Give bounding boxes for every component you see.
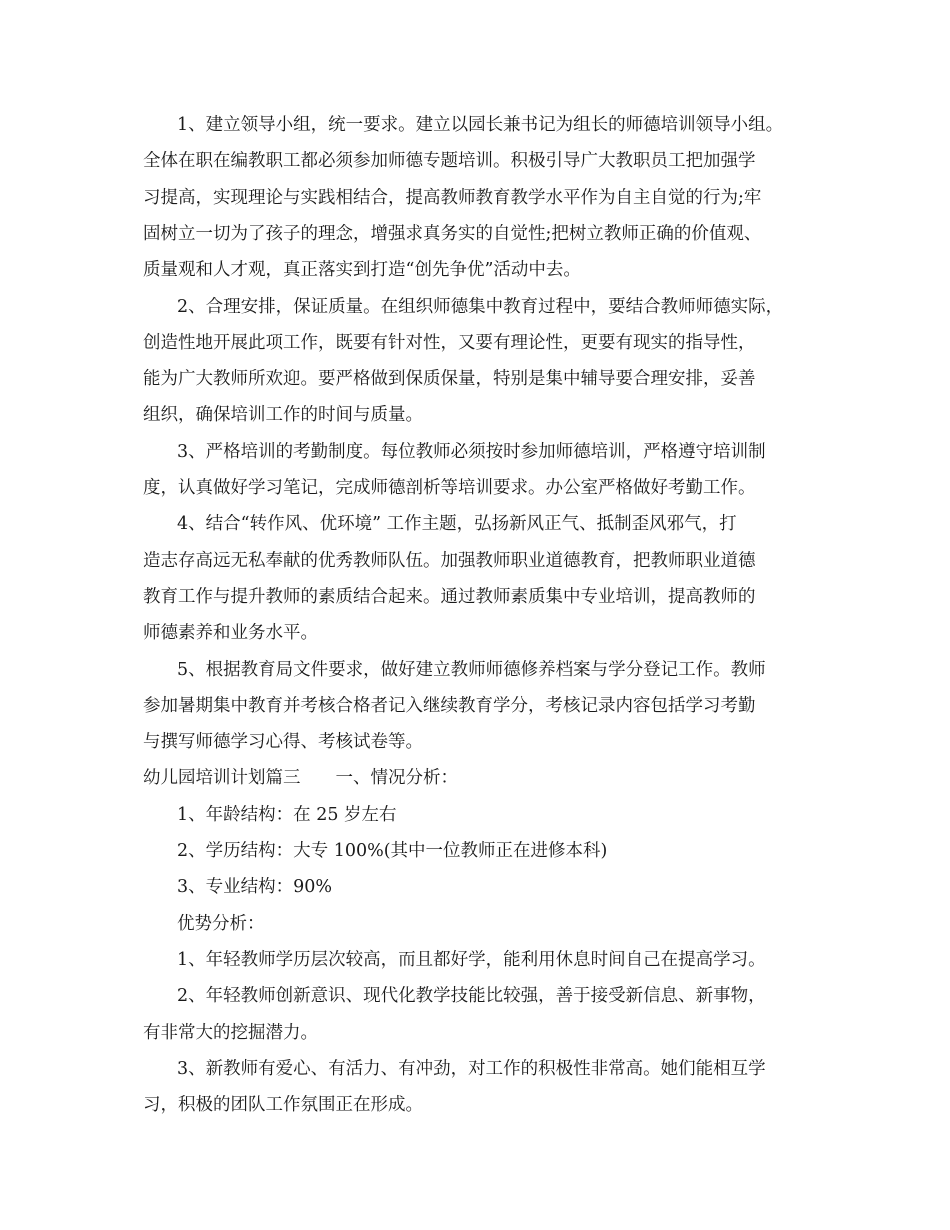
paragraph-line: 师德素养和业务水平。 bbox=[143, 623, 318, 644]
paragraph-line: 质量观和人才观，真正落实到打造“创先争优”活动中去。 bbox=[143, 260, 581, 281]
paragraph-first-line: 2、合理安排，保证质量。在组织师德集中教育过程中，要结合教师师德实际， bbox=[177, 296, 784, 317]
paragraph-line: 与撰写师德学习心得、考核试卷等。 bbox=[143, 732, 423, 753]
paragraph-line: 组织，确保培训工作的时间与质量。 bbox=[143, 405, 423, 426]
paragraph-first-line: 1、年轻教师学历层次较高，而且都好学，能利用休息时间自己在提高学习。 bbox=[177, 949, 766, 970]
paragraph-line: 教育工作与提升教师的素质结合起来。通过教师素质集中专业培训，提高教师的 bbox=[143, 586, 756, 607]
paragraph-first-line: 1、年龄结构：在 25 岁左右 bbox=[177, 804, 397, 825]
paragraph-line: 能为广大教师所欢迎。要严格做到保质保量，特别是集中辅导要合理安排，妥善 bbox=[143, 369, 756, 390]
paragraph-line: 度，认真做好学习笔记，完成师德剖析等培训要求。办公室严格做好考勤工作。 bbox=[143, 478, 756, 498]
paragraph-line: 固树立一切为了孩子的理念，增强求真务实的自觉性;把树立教师正确的价值观、 bbox=[143, 223, 762, 244]
paragraph-line: 幼儿园培训计划篇三 一、情况分析： bbox=[143, 768, 458, 789]
paragraph-line: 习提高，实现理论与实践相结合，提高教师教育教学水平作为自主自觉的行为;牢 bbox=[143, 187, 762, 208]
paragraph-line: 造志存高远无私奉献的优秀教师队伍。加强教师职业道德教育，把教师职业道德 bbox=[143, 550, 756, 571]
paragraph-first-line: 2、学历结构：大专 100%(其中一位教师正在进修本科) bbox=[177, 841, 608, 861]
paragraph-line: 全体在职在编教职工都必须参加师德专题培训。积极引导广大教职员工把加强学 bbox=[143, 151, 756, 172]
paragraph-first-line: 3、严格培训的考勤制度。每位教师必须按时参加师德培训，严格遵守培训制 bbox=[177, 441, 766, 462]
paragraph-first-line: 2、年轻教师创新意识、现代化教学技能比较强，善于接受新信息、新事物， bbox=[177, 986, 766, 1007]
paragraph-first-line: 4、结合“转作风、优环境” 工作主题，弘扬新风正气、抵制歪风邪气，打 bbox=[177, 514, 737, 535]
paragraph-line: 习，积极的团队工作氛围正在形成。 bbox=[143, 1095, 423, 1116]
paragraph-first-line: 优势分析： bbox=[177, 913, 265, 934]
paragraph-first-line: 1、建立领导小组，统一要求。建立以园长兼书记为组长的师德培训领导小组。 bbox=[177, 115, 784, 135]
paragraph-first-line: 3、新教师有爱心、有活力、有冲劲，对工作的积极性非常高。她们能相互学 bbox=[177, 1058, 766, 1079]
paragraph-line: 有非常大的挖掘潜力。 bbox=[143, 1022, 318, 1043]
paragraph-first-line: 5、根据教育局文件要求，做好建立教师师德修养档案与学分登记工作。教师 bbox=[177, 659, 766, 680]
paragraph-line: 创造性地开展此项工作，既要有针对性，又要有理论性，更要有现实的指导性， bbox=[143, 332, 756, 353]
paragraph-first-line: 3、专业结构：90% bbox=[177, 877, 333, 898]
paragraph-line: 参加暑期集中教育并考核合格者记入继续教育学分，考核记录内容包括学习考勤 bbox=[143, 695, 756, 716]
